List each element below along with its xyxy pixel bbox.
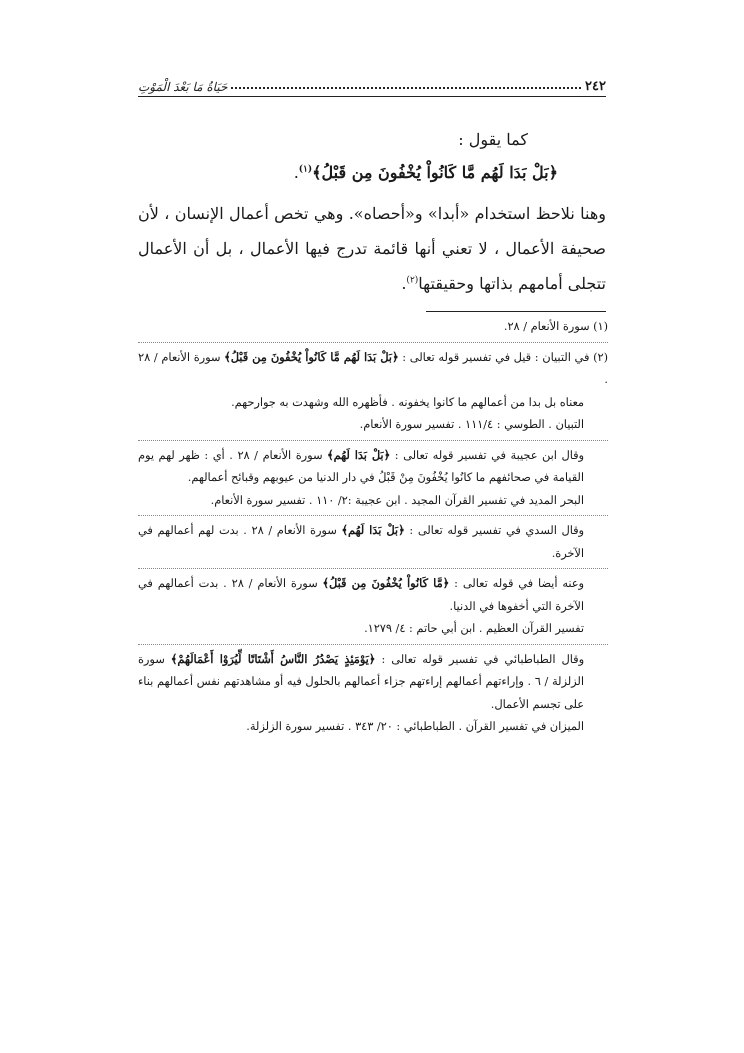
footnote-3-body	[138, 444, 608, 490]
paragraph-end-mark: .	[401, 274, 407, 293]
footnotes	[138, 316, 608, 739]
footnote-6-verse: ﴿يَوْمَئِذٍ يَصْدُرُ النَّاسُ أَشْتَاتًا لِّيُرَوْا أَعْمَالَهُمْ﴾	[170, 651, 376, 666]
footnote-2-source: التبيان . الطوسي : ١١١/٤ . تفسير سورة الأنعام.	[359, 418, 584, 431]
intro-line	[138, 130, 606, 149]
footnote-5-intro: وعنه أيضا في قوله تعالى :	[454, 577, 585, 590]
footnote-6-after: سورة الزلزلة / ٦ . وإراءتهم أعمالهم إراءتهم جزاء أعمالهم بالحلول فيه أو مشاهدتهم نفس أعمالهم بناء على تجسم الأعمال.	[138, 652, 584, 711]
footnote-2-after: سورة الأنعام / ٢٨ .	[138, 350, 608, 386]
footnote-3	[138, 444, 608, 513]
footnote-5-source: تفسير القرآن العظيم . ابن أبي حاتم : ٤/ ١٢٧٩.	[364, 622, 584, 635]
footnote-6-source: الميزان في تفسير القرآن . الطباطبائي : ٢٠/ ٣٤٣ . تفسير سورة الزلزلة.	[246, 720, 584, 733]
intro-text: كما يقول :	[458, 130, 528, 149]
footnote-separator	[426, 311, 606, 312]
paragraph-text: وهنا نلاحظ استخدام «أبدا» و«أحصاه». وهي تخص أعمال الإنسان ، لأن صحيفة الأعمال ، لا تعني أنها قائمة تدرج فيها الأعمال ، بل أن الأعمال تتجلى أمامهم بذاتها وحقيقتها	[138, 204, 606, 293]
footnote-4-intro: وقال السدي في تفسير قوله تعالى :	[409, 524, 585, 537]
footnote-5-body	[138, 572, 608, 618]
verse-end-mark: .	[293, 163, 299, 182]
footnote-5	[138, 572, 608, 641]
footnote-divider	[138, 342, 608, 343]
footnote-5-after: سورة الأنعام / ٢٨ . بدت أعمالهم في الآخرة التي أخفوها في الدنيا.	[138, 577, 584, 613]
footnote-divider	[138, 644, 608, 645]
main-text	[138, 122, 606, 301]
footnote-2-verse: ﴿بَلْ بَدَا لَهُم مَّا كَانُواْ يُخْفُونَ مِن قَبْلُ﴾	[224, 349, 399, 364]
footnote-2-body	[138, 346, 608, 392]
footnote-4-body	[138, 519, 608, 565]
footnote-5-verse: ﴿مَّا كَانُواْ يُخْفُونَ مِن قَبْلُ﴾	[322, 576, 450, 590]
footnote-1-text: (١) سورة الأنعام / ٢٨.	[503, 320, 608, 333]
footnote-2	[138, 346, 608, 437]
footnote-6	[138, 648, 608, 739]
footnote-4	[138, 519, 608, 565]
footnote-3-source: البحر المديد في تفسير القرآن المجيد . ابن عجيبة :٢/ ١١٠ . تفسير سورة الأنعام.	[210, 493, 584, 507]
page-number: ٢٤٢	[585, 79, 606, 94]
footnote-divider	[138, 515, 608, 516]
footnote-6-intro: وقال الطباطبائي في تفسير قوله تعالى :	[381, 652, 585, 666]
footnote-3-verse: ﴿بَلْ بَدَا لَهُم﴾	[327, 447, 391, 462]
footnote-6-body	[138, 648, 608, 717]
running-title: حَيَاةُ مَا بَعْدَ الْمَوْتِ	[138, 80, 228, 94]
page-header	[138, 72, 606, 94]
footnote-3-after: سورة الأنعام / ٢٨ . أي : ظهر لهم يوم القيامة في صحائفهم ما كانُوا يُخْفُونَ مِنْ قَبْلُ في دار الدنيا من عيوبهم وقبائح أعمالهم.	[138, 448, 584, 484]
footnote-3-intro: وقال ابن عجيبة في تفسير قوله تعالى :	[394, 448, 585, 462]
footnote-ref-2[interactable]: (٢)	[406, 275, 419, 286]
footnote-2-intro: (٢) في التبيان : قيل في تفسير قوله تعالى :	[402, 350, 608, 364]
footnote-2-line2: معناه بل بدا من أعمالهم ما كانوا يخفونه . فأظهره الله وشهدت به جوارحهم.	[231, 395, 584, 409]
verse-text: ﴿بَلْ بَدَا لَهُم مَّا كَانُواْ يُخْفُونَ مِن قَبْلُ﴾	[312, 163, 558, 182]
quoted-verse	[138, 163, 606, 182]
footnote-1	[138, 316, 608, 339]
header-rule	[138, 96, 606, 97]
footnote-ref-1[interactable]: (١)	[298, 164, 313, 175]
dotted-leader	[231, 87, 581, 89]
footnote-4-verse: ﴿بَلْ بَدَا لَهُم﴾	[341, 523, 405, 537]
body-paragraph	[138, 196, 606, 301]
footnote-4-after: سورة الأنعام / ٢٨ . بدت لهم أعمالهم في الآخرة.	[138, 524, 584, 560]
footnote-divider	[138, 568, 608, 569]
footnote-divider	[138, 440, 608, 441]
